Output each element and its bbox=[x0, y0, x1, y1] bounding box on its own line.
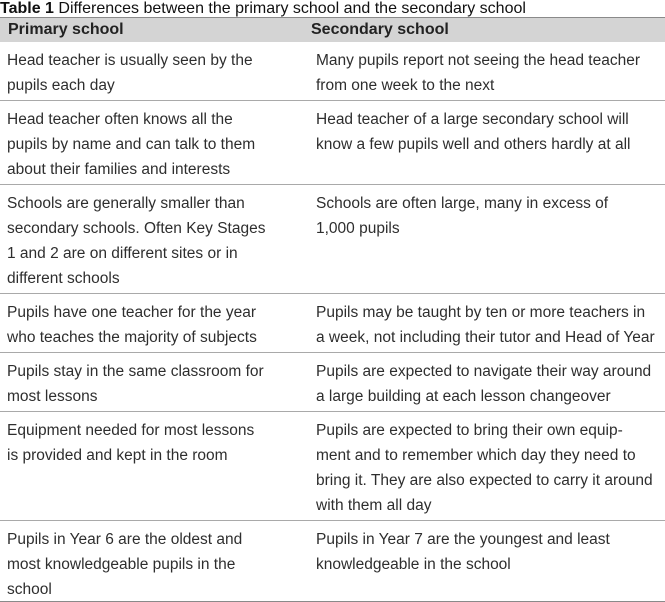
cell-text-line: most lessons bbox=[7, 388, 98, 405]
table-row bbox=[0, 42, 665, 101]
secondary-school-cell bbox=[316, 300, 665, 350]
primary-school-cell bbox=[7, 300, 297, 350]
table-caption-text: Differences between the primary school and the secondary school bbox=[53, 0, 526, 17]
cell-text-line: bring it. They are also expected to carry it around bbox=[316, 472, 653, 489]
cell-text-line: is provided and kept in the room bbox=[7, 447, 228, 464]
cell-text-line: a large building at each lesson changeover bbox=[316, 388, 611, 405]
cell-text-line: Pupils are expected to bring their own equip- bbox=[316, 422, 623, 439]
table-caption-label: Table 1 bbox=[0, 0, 54, 17]
cell-text-line: pupils by name and can talk to them bbox=[7, 136, 256, 153]
cell-text-line: school bbox=[7, 581, 52, 598]
table-header-row bbox=[0, 17, 665, 42]
cell-text-line: Many pupils report not seeing the head teacher bbox=[316, 52, 640, 69]
cell-text-line: Pupils have one teacher for the year bbox=[7, 304, 257, 321]
cell-text-line: Head teacher is usually seen by the bbox=[7, 52, 253, 69]
secondary-school-cell bbox=[316, 359, 665, 409]
cell-text-line: Pupils in Year 6 are the oldest and bbox=[7, 531, 243, 548]
primary-school-cell bbox=[7, 527, 297, 602]
table-row bbox=[0, 353, 665, 412]
primary-school-cell bbox=[7, 418, 297, 468]
cell-text-line: different schools bbox=[7, 270, 120, 287]
primary-school-cell bbox=[7, 359, 297, 409]
cell-text-line: knowledgeable in the school bbox=[316, 556, 511, 573]
cell-text-line: Schools are generally smaller than bbox=[7, 195, 245, 212]
cell-text-line: Pupils in Year 7 are the youngest and least bbox=[316, 531, 610, 548]
cell-text-line: who teaches the majority of subjects bbox=[7, 329, 257, 346]
table-row bbox=[0, 412, 665, 521]
cell-text-line: Pupils stay in the same classroom for bbox=[7, 363, 264, 380]
cell-text-line: know a few pupils well and others hardly at all bbox=[316, 136, 631, 153]
cell-text-line: Pupils may be taught by ten or more teachers in bbox=[316, 304, 646, 321]
cell-text-line: about their families and interests bbox=[7, 161, 231, 178]
cell-text-line: Schools are often large, many in excess of bbox=[316, 195, 609, 212]
primary-school-cell bbox=[7, 191, 297, 291]
cell-text-line: from one week to the next bbox=[316, 77, 495, 94]
header-secondary-school: Secondary school bbox=[311, 21, 449, 38]
primary-school-cell bbox=[7, 107, 297, 182]
primary-school-cell bbox=[7, 48, 297, 98]
secondary-school-cell bbox=[316, 418, 665, 518]
table-caption bbox=[0, 0, 526, 17]
cell-text-line: ment and to remember which day they need to bbox=[316, 447, 636, 464]
cell-text-line: 1,000 pupils bbox=[316, 220, 400, 237]
cell-text-line: a week, not including their tutor and Head of Year bbox=[316, 329, 655, 346]
cell-text-line: secondary schools. Often Key Stages bbox=[7, 220, 266, 237]
table-row bbox=[0, 294, 665, 353]
cell-text-line: Head teacher of a large secondary school will bbox=[316, 111, 629, 128]
cell-text-line: pupils each day bbox=[7, 77, 115, 94]
header-primary-school: Primary school bbox=[8, 21, 124, 38]
table-row bbox=[0, 185, 665, 294]
table-row bbox=[0, 521, 665, 602]
cell-text-line: Pupils are expected to navigate their way around bbox=[316, 363, 652, 380]
table-row bbox=[0, 101, 665, 185]
secondary-school-cell bbox=[316, 107, 665, 157]
secondary-school-cell bbox=[316, 527, 665, 577]
secondary-school-cell bbox=[316, 191, 665, 241]
cell-text-line: Head teacher often knows all the bbox=[7, 111, 233, 128]
secondary-school-cell bbox=[316, 48, 665, 98]
cell-text-line: most knowledgeable pupils in the bbox=[7, 556, 236, 573]
cell-text-line: Equipment needed for most lessons bbox=[7, 422, 255, 439]
cell-text-line: with them all day bbox=[316, 497, 432, 514]
cell-text-line: 1 and 2 are on different sites or in bbox=[7, 245, 238, 262]
